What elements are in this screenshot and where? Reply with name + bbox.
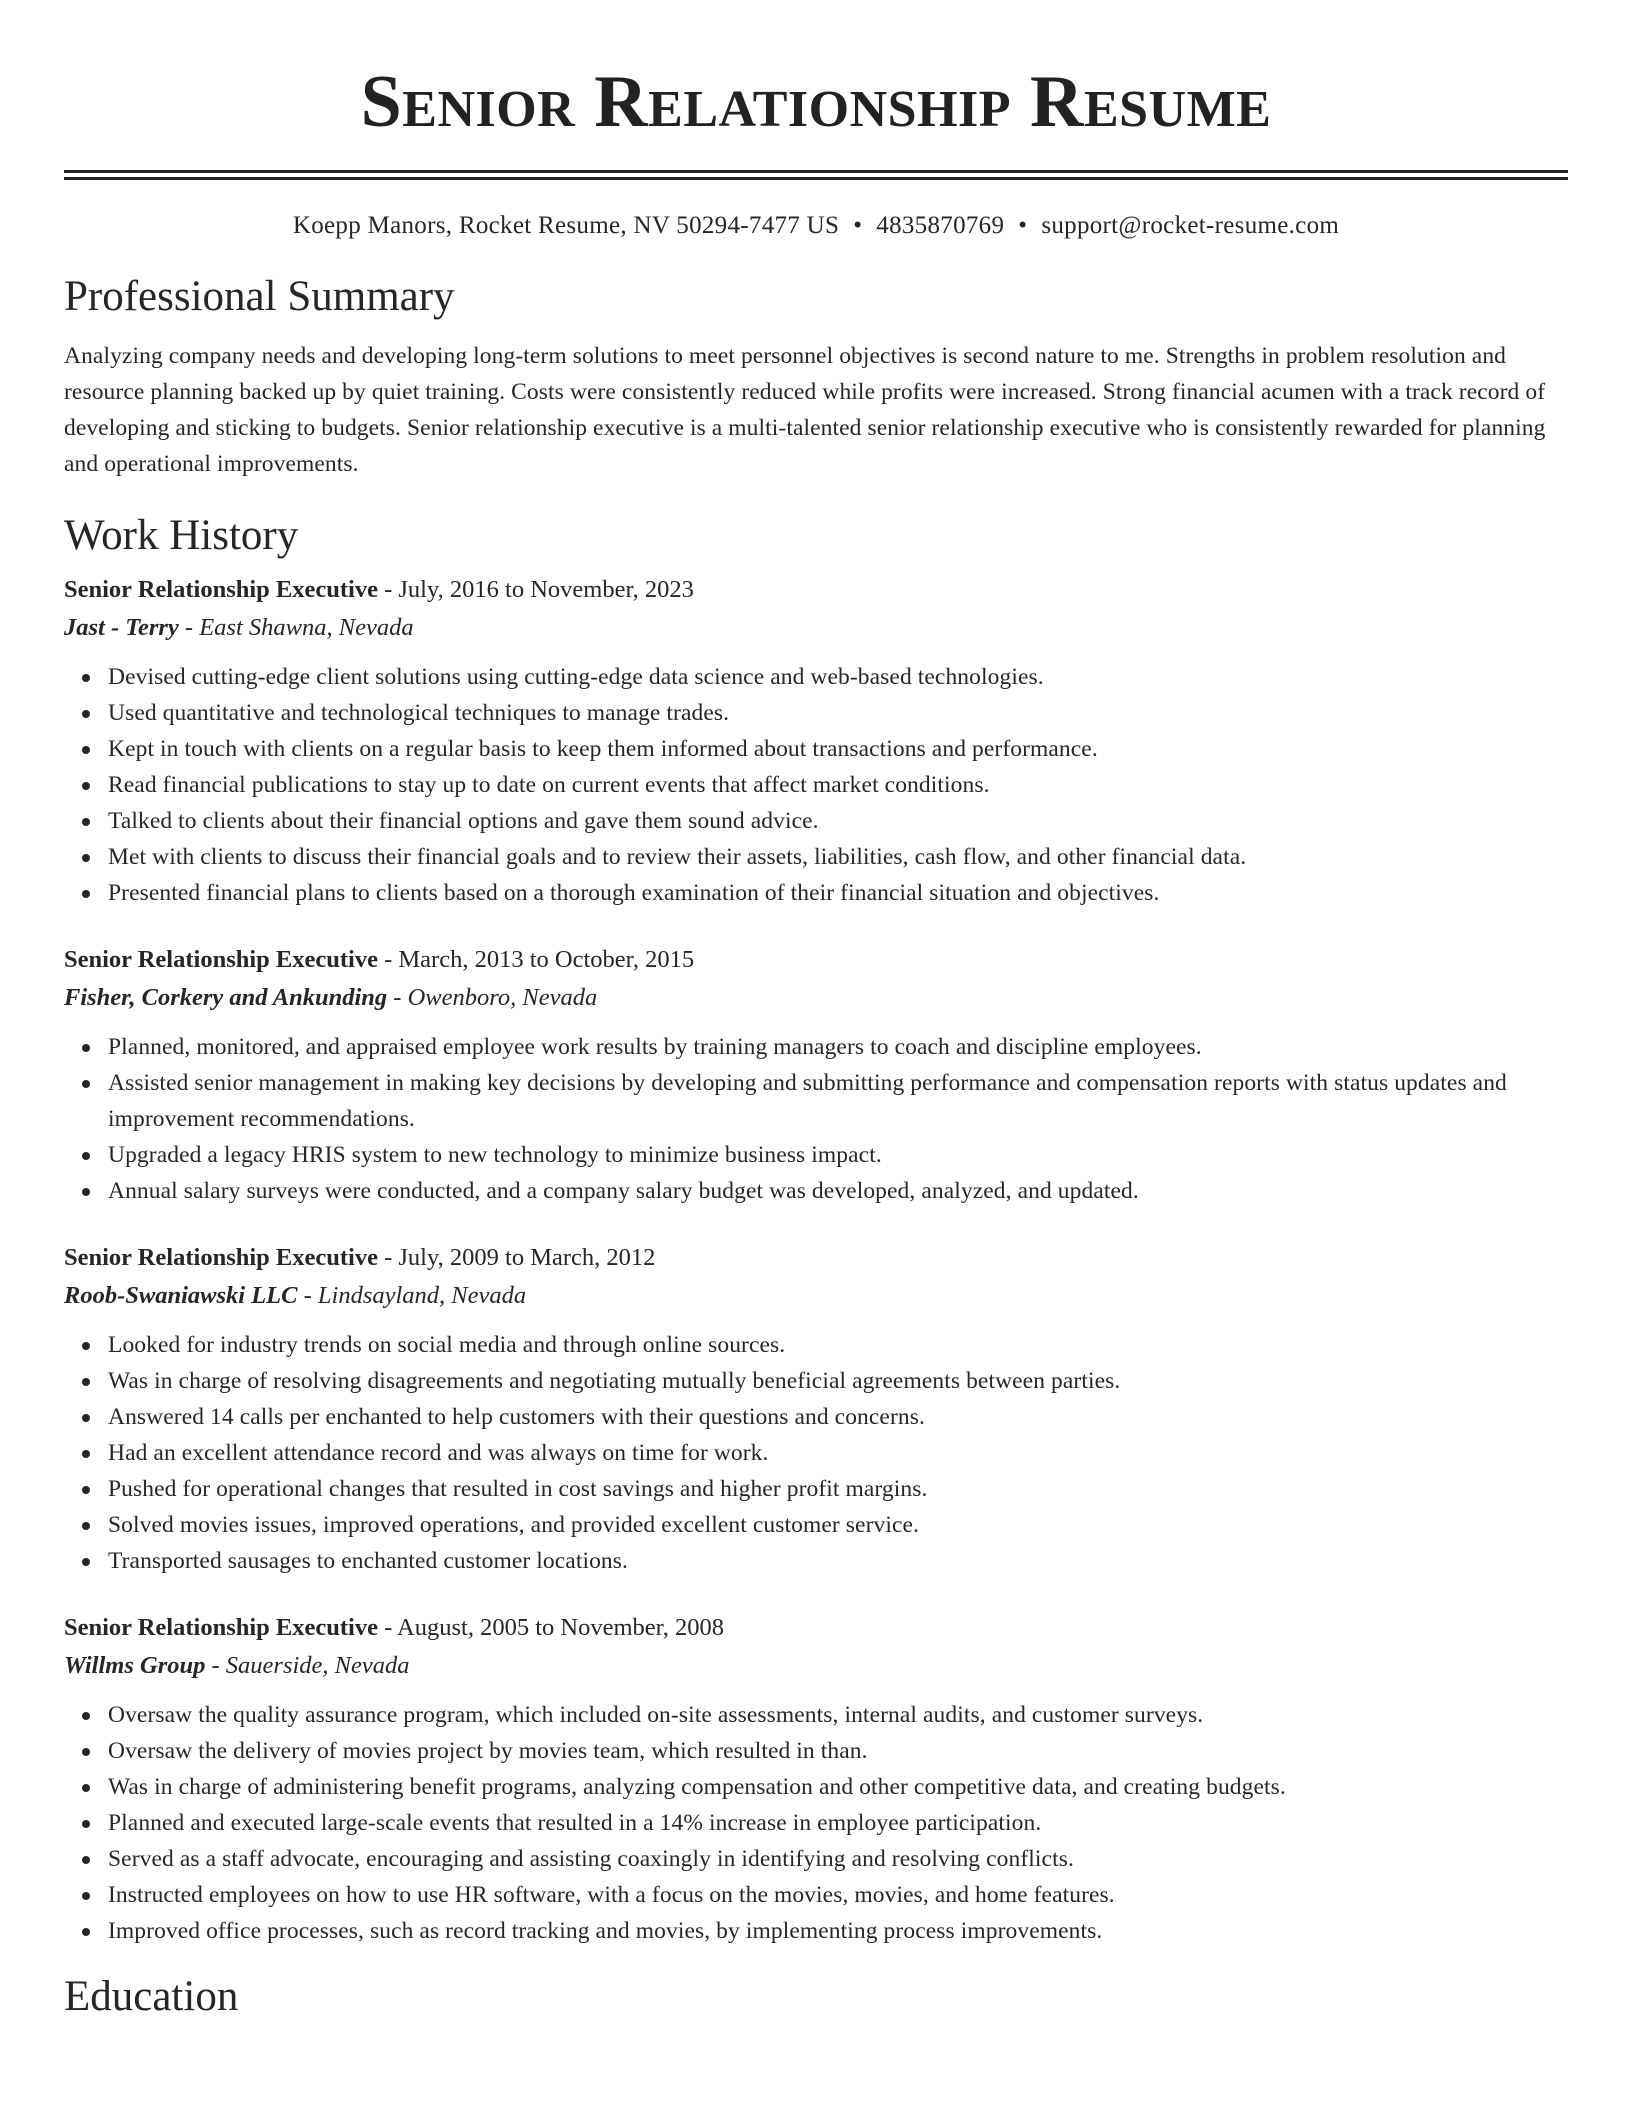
job-duty-item: Was in charge of administering benefit programs, analyzing compensation and other competitive data, and creating budgets.: [108, 1769, 1568, 1805]
job-duty-item: Oversaw the delivery of movies project by movies team, which resulted in than.: [108, 1733, 1568, 1769]
job-duty-item: Presented financial plans to clients based on a thorough examination of their financial situation and objectives.: [108, 875, 1568, 911]
job-header: [64, 1239, 1568, 1277]
job-dates: - July, 2016 to November, 2023: [377, 576, 694, 603]
job-dates: - March, 2013 to October, 2015: [377, 946, 695, 973]
resume-name: Senior Relationship Resume: [360, 61, 1272, 143]
job-header: [64, 1609, 1568, 1647]
work-history-heading: Work History: [64, 512, 299, 559]
job-duty-item: Improved office processes, such as record tracking and movies, by implementing process improvements.: [108, 1913, 1568, 1949]
contact-separator: •: [853, 212, 863, 239]
job-duty-item: Met with clients to discuss their financial goals and to review their assets, liabilities, cash flow, and other financial data.: [108, 839, 1568, 875]
job-duty-item: Used quantitative and technological techniques to manage trades.: [108, 695, 1568, 731]
job-entry: [64, 941, 1568, 1209]
job-location: - Sauerside, Nevada: [205, 1652, 410, 1679]
job-title: Senior Relationship Executive: [64, 946, 378, 973]
job-duty-item: Pushed for operational changes that resulted in cost savings and higher profit margins.: [108, 1471, 1568, 1507]
contact-line: [64, 211, 1568, 241]
job-duty-item: Devised cutting-edge client solutions using cutting-edge data science and web-based technologies.: [108, 659, 1568, 695]
job-duty-item: Read financial publications to stay up to date on current events that affect market conditions.: [108, 767, 1568, 803]
resume-page: [64, 0, 1568, 2023]
job-duty-item: Solved movies issues, improved operations, and provided excellent customer service.: [108, 1507, 1568, 1543]
job-duty-item: Served as a staff advocate, encouraging and assisting coaxingly in identifying and resolving conflicts.: [108, 1841, 1568, 1877]
contact-address: Koepp Manors, Rocket Resume, NV 50294-7477 US: [292, 212, 840, 239]
job-duty-item: Was in charge of resolving disagreements and negotiating mutually beneficial agreements between parties.: [108, 1363, 1568, 1399]
contact-separator: •: [1018, 212, 1028, 239]
job-employer: [64, 1277, 1568, 1315]
job-location: - Owenboro, Nevada: [387, 984, 598, 1011]
job-entry: [64, 1609, 1568, 1949]
job-duty-item: Had an excellent attendance record and was always on time for work.: [108, 1435, 1568, 1471]
summary-text: Analyzing company needs and developing long-term solutions to meet personnel objectives is second nature to me. Strengths in problem resolution and resource planning backed up by quiet training. Costs were consistently reduced while profits were increased. Strong financial acumen with a track record of developing and sticking to budgets. Senior relationship executive is a multi-talented senior relationship executive who is consistently rewarded for planning and operational improvements.: [64, 343, 1546, 477]
work-history-list: [64, 571, 1568, 1949]
job-company: Fisher, Corkery and Ankunding: [64, 984, 388, 1011]
job-location: - East Shawna, Nevada: [178, 614, 414, 641]
job-duties-list: [64, 659, 1568, 911]
contact-email: support@rocket-resume.com: [1041, 212, 1340, 239]
job-company: Jast - Terry: [64, 614, 179, 641]
job-duty-item: Instructed employees on how to use HR software, with a focus on the movies, movies, and home features.: [108, 1877, 1568, 1913]
header-divider: [64, 170, 1568, 180]
job-entry: [64, 1239, 1568, 1579]
job-employer: [64, 609, 1568, 647]
job-company: Willms Group: [64, 1652, 206, 1679]
job-employer: [64, 1647, 1568, 1685]
job-title: Senior Relationship Executive: [64, 1614, 378, 1641]
job-title: Senior Relationship Executive: [64, 1244, 378, 1271]
job-employer: [64, 979, 1568, 1017]
job-company: Roob-Swaniawski LLC: [64, 1282, 298, 1309]
job-duty-item: Answered 14 calls per enchanted to help customers with their questions and concerns.: [108, 1399, 1568, 1435]
job-entry: [64, 571, 1568, 911]
job-location: - Lindsayland, Nevada: [297, 1282, 527, 1309]
job-duty-item: Annual salary surveys were conducted, and a company salary budget was developed, analyzed, and updated.: [108, 1173, 1568, 1209]
job-duty-item: Kept in touch with clients on a regular basis to keep them informed about transactions and performance.: [108, 731, 1568, 767]
job-duty-item: Transported sausages to enchanted customer locations.: [108, 1543, 1568, 1579]
job-duty-item: Upgraded a legacy HRIS system to new technology to minimize business impact.: [108, 1137, 1568, 1173]
summary-heading: Professional Summary: [64, 273, 455, 320]
job-title: Senior Relationship Executive: [64, 576, 378, 603]
job-duty-item: Looked for industry trends on social media and through online sources.: [108, 1327, 1568, 1363]
job-duty-item: Planned and executed large-scale events that resulted in a 14% increase in employee participation.: [108, 1805, 1568, 1841]
job-dates: - July, 2009 to March, 2012: [377, 1244, 656, 1271]
contact-phone: 4835870769: [876, 212, 1005, 239]
job-duty-item: Planned, monitored, and appraised employee work results by training managers to coach and discipline employees.: [108, 1029, 1568, 1065]
education-heading: Education: [64, 1973, 239, 2020]
job-duties-list: [64, 1327, 1568, 1579]
job-duties-list: [64, 1697, 1568, 1949]
job-duty-item: Talked to clients about their financial options and gave them sound advice.: [108, 803, 1568, 839]
job-duties-list: [64, 1029, 1568, 1209]
job-header: [64, 941, 1568, 979]
job-duty-item: Oversaw the quality assurance program, which included on-site assessments, internal audits, and customer surveys.: [108, 1697, 1568, 1733]
job-dates: - August, 2005 to November, 2008: [377, 1614, 725, 1641]
job-header: [64, 571, 1568, 609]
job-duty-item: Assisted senior management in making key decisions by developing and submitting performance and compensation reports with status updates and improvement recommendations.: [108, 1065, 1568, 1137]
